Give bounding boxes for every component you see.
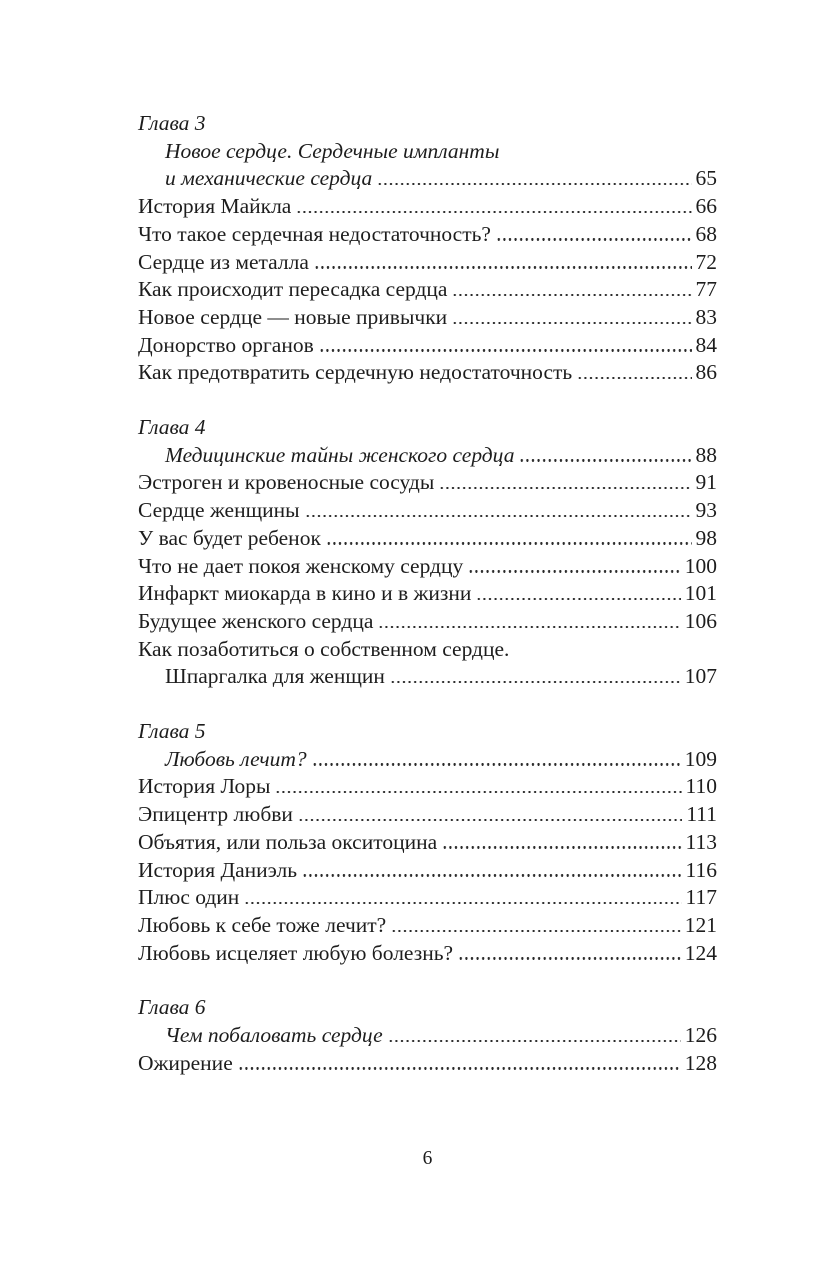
toc-entry-row — [138, 773, 717, 801]
dot-leader — [442, 846, 681, 848]
page-ref: 68 — [695, 221, 717, 246]
page-ref: 109 — [684, 746, 717, 771]
page-ref: 124 — [684, 940, 717, 965]
toc-entry-row — [138, 193, 717, 221]
chapter-title-row — [138, 165, 717, 193]
dot-leader — [298, 819, 682, 821]
toc-entry-row — [138, 912, 717, 940]
toc-entry-row — [138, 276, 717, 304]
dot-leader — [302, 874, 682, 876]
dot-leader — [458, 957, 681, 959]
dot-leader — [305, 515, 692, 517]
page-ref: 111 — [686, 802, 717, 827]
entry-label: Что не дает покоя женскому сердцу — [138, 553, 464, 578]
dot-leader — [452, 322, 691, 324]
dot-leader — [577, 377, 691, 379]
dot-leader — [377, 183, 691, 185]
dot-leader — [312, 763, 681, 765]
entry-label: Ожирение — [138, 1050, 233, 1075]
page-ref: 93 — [695, 498, 717, 523]
toc-entry-row — [138, 304, 717, 332]
entry-label: Любовь к себе тоже лечит? — [138, 912, 387, 937]
dot-leader — [319, 349, 692, 351]
dot-leader — [244, 902, 681, 904]
toc-entry-row — [138, 829, 717, 857]
page-ref: 116 — [685, 857, 717, 882]
dot-leader — [238, 1067, 681, 1069]
entry-label: Будущее женского сердца — [138, 608, 374, 633]
toc-entry-row — [138, 525, 717, 553]
dot-leader — [296, 211, 691, 213]
toc-entry-row — [138, 553, 717, 581]
page-ref: 106 — [684, 608, 717, 633]
chapter — [138, 110, 717, 387]
entry-label: Плюс один — [138, 885, 240, 910]
page-ref: 126 — [684, 1023, 717, 1048]
chapter-title-text: Чем побаловать сердце — [165, 1023, 383, 1048]
entry-label: Эстроген и кровеносные сосуды — [138, 470, 435, 495]
dot-leader — [468, 570, 681, 572]
page-ref: 110 — [685, 774, 717, 799]
toc-entry-row — [138, 857, 717, 885]
dot-leader — [496, 238, 692, 240]
entry-label: Что такое сердечная недостаточность? — [138, 221, 491, 246]
chapter-title-row — [138, 442, 717, 470]
entry-label: История Лоры — [138, 774, 271, 799]
entry-line: Как позаботиться о собственном сердце. — [138, 636, 510, 661]
page-ref: 86 — [695, 360, 717, 385]
toc-entry-row — [138, 580, 717, 608]
dot-leader — [388, 1040, 681, 1042]
entry-label: Эпицентр любви — [138, 802, 293, 827]
dot-leader — [519, 459, 691, 461]
toc — [138, 110, 717, 1078]
chapter-title-row — [138, 746, 717, 774]
entry-label: Объятия, или польза окситоцина — [138, 829, 438, 854]
dot-leader — [391, 930, 681, 932]
page-ref: 100 — [684, 553, 717, 578]
page-ref: 84 — [695, 332, 717, 357]
toc-entry-row — [138, 801, 717, 829]
dot-leader — [452, 294, 691, 296]
dot-leader — [439, 487, 691, 489]
toc-entry-row — [138, 469, 717, 497]
toc-entry-row — [138, 663, 717, 691]
page-ref: 98 — [695, 525, 717, 550]
page-ref: 101 — [684, 581, 717, 606]
dot-leader — [314, 266, 692, 268]
page-ref: 77 — [695, 277, 717, 302]
page-ref: 107 — [684, 664, 717, 689]
entry-label: Донорство органов — [138, 332, 314, 357]
toc-entry-row — [138, 359, 717, 387]
toc-entry-row — [138, 884, 717, 912]
toc-entry-row — [138, 332, 717, 360]
chapter-title-line: Новое сердце. Сердечные импланты — [165, 138, 500, 163]
dot-leader — [476, 598, 680, 600]
chapter-heading: Глава 6 — [138, 995, 206, 1020]
chapter-heading: Глава 3 — [138, 111, 206, 135]
entry-label: Инфаркт миокарда в кино и в жизни — [138, 581, 472, 606]
toc-entry-row — [138, 940, 717, 968]
toc-entry-row — [138, 497, 717, 525]
entry-label: История Майкла — [138, 194, 292, 219]
page-ref: 83 — [695, 304, 717, 329]
page-ref: 65 — [695, 166, 717, 191]
chapter-title-text: и механические сердца — [165, 166, 373, 191]
entry-label: Как предотвратить сердечную недостаточность — [138, 360, 573, 385]
page-ref: 121 — [684, 912, 717, 937]
chapter-heading: Глава 5 — [138, 719, 206, 744]
dot-leader — [275, 791, 681, 793]
toc-entry-row — [138, 221, 717, 249]
page-ref: 88 — [695, 442, 717, 467]
toc-entry-row — [138, 249, 717, 277]
entry-label: Как происходит пересадка сердца — [138, 277, 448, 302]
entry-label: Любовь исцеляет любую болезнь? — [138, 940, 454, 965]
dot-leader — [378, 626, 680, 628]
folio-page-number: 6 — [422, 1148, 433, 1169]
page-ref: 128 — [684, 1050, 717, 1075]
entry-label: История Даниэль — [138, 857, 298, 882]
dot-leader — [390, 681, 681, 683]
entry-label: Сердце из металла — [138, 249, 309, 274]
toc-entry-row — [138, 608, 717, 636]
entry-label: Сердце женщины — [138, 498, 300, 523]
toc-entry-row — [138, 1050, 717, 1078]
chapter — [138, 718, 717, 967]
dot-leader — [326, 542, 692, 544]
entry-label: Шпаргалка для женщин — [165, 664, 385, 689]
chapter-title-text: Любовь лечит? — [165, 746, 307, 771]
chapter-heading: Глава 4 — [138, 415, 206, 440]
page-ref: 72 — [695, 249, 717, 274]
chapter-title-text: Медицинские тайны женского сердца — [165, 442, 515, 467]
chapter-title-row — [138, 1022, 717, 1050]
page-ref: 117 — [685, 885, 717, 910]
page-ref: 91 — [695, 470, 717, 495]
chapter — [138, 414, 717, 691]
chapter — [138, 994, 717, 1077]
page-ref: 113 — [685, 829, 717, 854]
page-ref: 66 — [695, 194, 717, 219]
entry-label: Новое сердце — новые привычки — [138, 304, 448, 329]
entry-label: У вас будет ребенок — [138, 525, 321, 550]
